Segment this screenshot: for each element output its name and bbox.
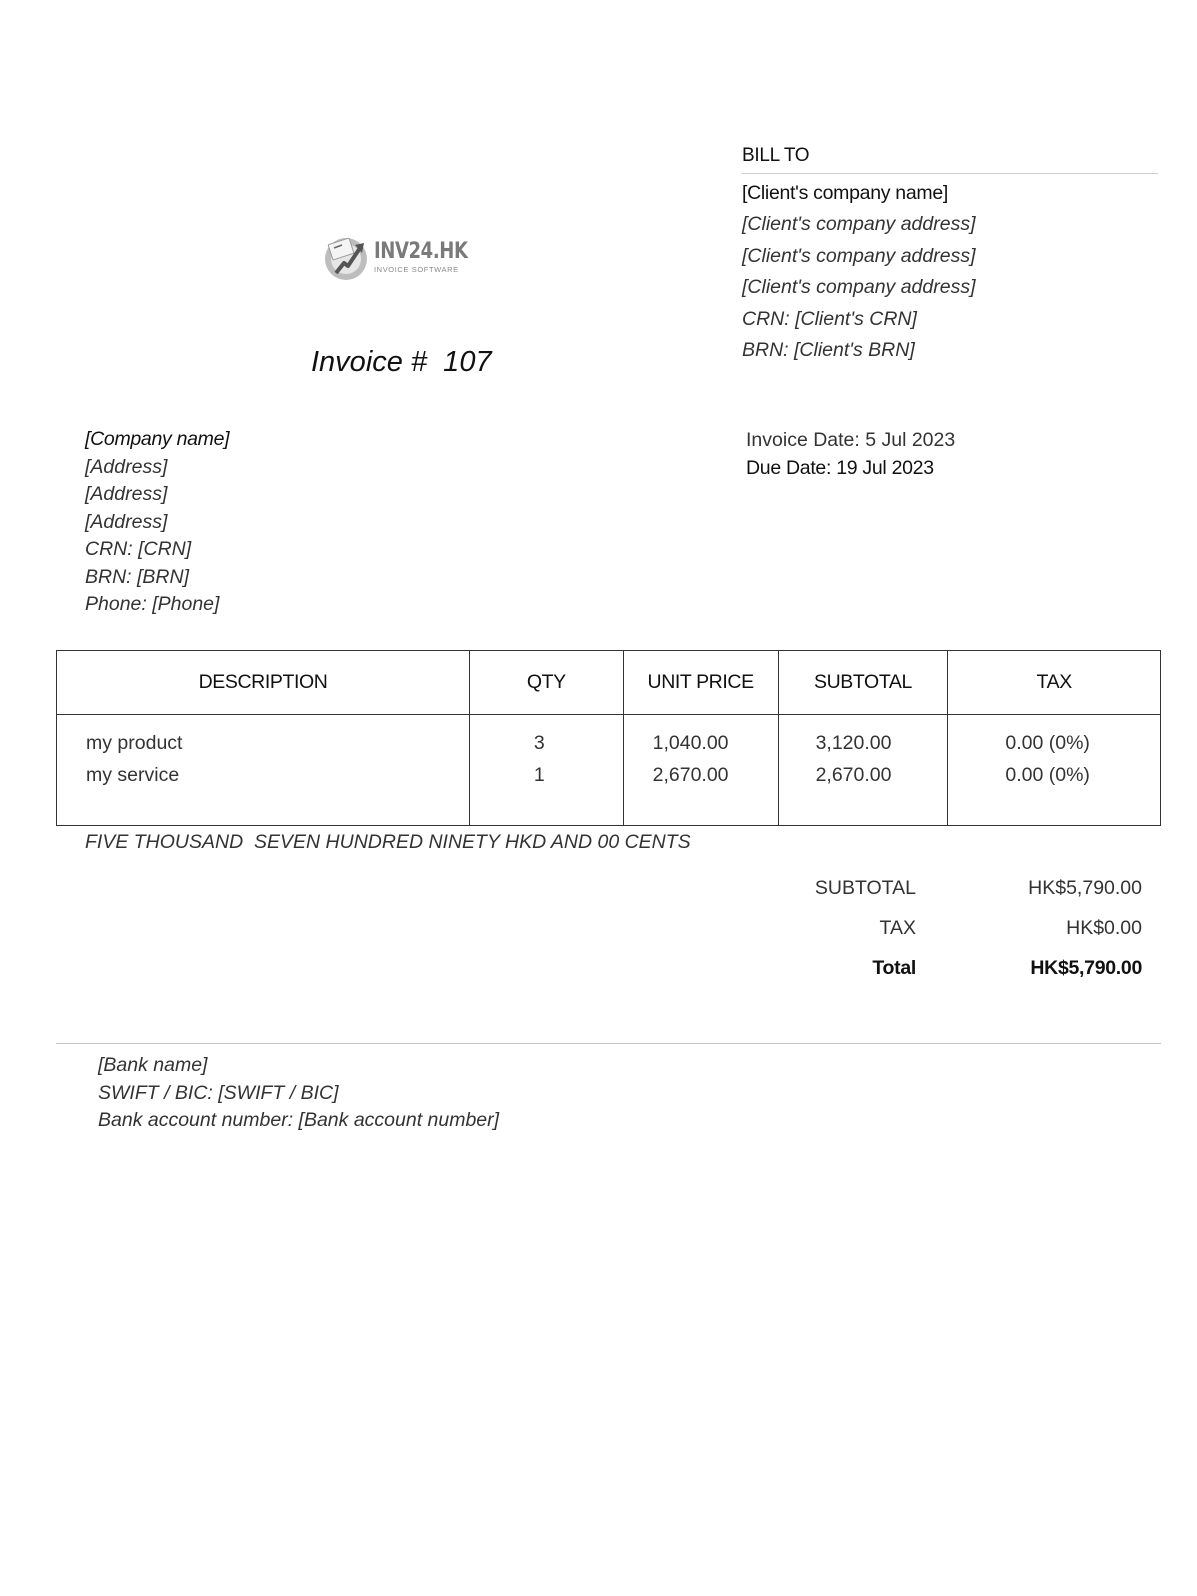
client-address-line: [Client's company address] [742, 213, 976, 235]
tax-value: HK$0.00 [1066, 917, 1142, 939]
item-subtotal: 3,120.00 [815, 732, 892, 754]
tax-label: TAX [879, 917, 916, 939]
column-header-unit-price: UNIT PRICE [623, 651, 778, 715]
subtotal-label: SUBTOTAL [814, 877, 916, 899]
total-value: HK$5,790.00 [1030, 957, 1142, 979]
subtotal-value: HK$5,790.00 [1028, 877, 1142, 899]
client-crn: CRN: [Client's CRN] [742, 307, 917, 330]
tax-row [780, 908, 1142, 948]
table-header-row [57, 651, 1161, 715]
item-tax: 0.00 (0%) [1005, 764, 1090, 786]
table-body-row [57, 715, 1161, 826]
totals-section [780, 868, 1142, 988]
item-unit-price: 1,040.00 [652, 732, 729, 754]
column-header-tax: TAX [948, 651, 1161, 715]
document-with-rising-arrow-icon [322, 233, 370, 281]
description-cell [57, 715, 470, 826]
column-header-description: DESCRIPTION [57, 651, 470, 715]
amount-in-words: FIVE THOUSAND SEVEN HUNDRED NINETY HKD AND 00 CENTS [85, 831, 691, 853]
line-items-table [56, 650, 1161, 826]
item-subtotal: 2,670.00 [815, 764, 892, 786]
subtotal-row [780, 868, 1142, 908]
company-name: [Company name] [85, 428, 230, 450]
bill-to-heading: BILL TO [742, 145, 1158, 174]
bill-to-section [742, 145, 1158, 367]
invoice-title: Invoice # 107 [311, 346, 492, 378]
due-date: Due Date: 19 Jul 2023 [746, 457, 934, 479]
company-brn: BRN: [BRN] [85, 565, 190, 588]
company-logo [322, 229, 472, 285]
client-brn: BRN: [Client's BRN] [742, 339, 915, 361]
company-address-line: [Address] [85, 510, 168, 533]
company-crn: CRN: [CRN] [85, 538, 192, 560]
item-qty: 3 [533, 732, 545, 754]
bank-name: [Bank name] [98, 1054, 208, 1076]
bank-account-number: Bank account number: [Bank account number] [98, 1109, 500, 1131]
unit-price-cell [623, 715, 778, 826]
company-phone: Phone: [Phone] [85, 593, 220, 615]
client-company-name: [Client's company name] [742, 182, 949, 204]
total-row [780, 948, 1142, 988]
company-address-line: [Address] [85, 455, 168, 478]
item-tax: 0.00 (0%) [1005, 732, 1090, 754]
item-description: my product [86, 732, 183, 754]
logo-tagline: INVOICE SOFTWARE [374, 264, 459, 274]
total-label: Total [872, 957, 916, 979]
bank-details [98, 1052, 499, 1135]
tax-cell [948, 715, 1161, 826]
client-address-line: [Client's company address] [742, 244, 976, 267]
column-header-subtotal: SUBTOTAL [778, 651, 948, 715]
invoice-dates [746, 426, 955, 482]
invoice-date: Invoice Date: 5 Jul 2023 [746, 429, 956, 451]
item-description: my service [86, 764, 180, 786]
item-qty: 1 [533, 764, 545, 786]
bank-swift: SWIFT / BIC: [SWIFT / BIC] [98, 1081, 339, 1104]
footer-divider [56, 1043, 1161, 1044]
company-address-line: [Address] [85, 483, 168, 505]
client-address-line: [Client's company address] [742, 276, 976, 298]
seller-company-section [85, 426, 229, 619]
subtotal-cell [778, 715, 948, 826]
item-unit-price: 2,670.00 [652, 764, 729, 786]
qty-cell [470, 715, 624, 826]
column-header-qty: QTY [470, 651, 624, 715]
logo-name: INV24.HK [374, 238, 468, 264]
